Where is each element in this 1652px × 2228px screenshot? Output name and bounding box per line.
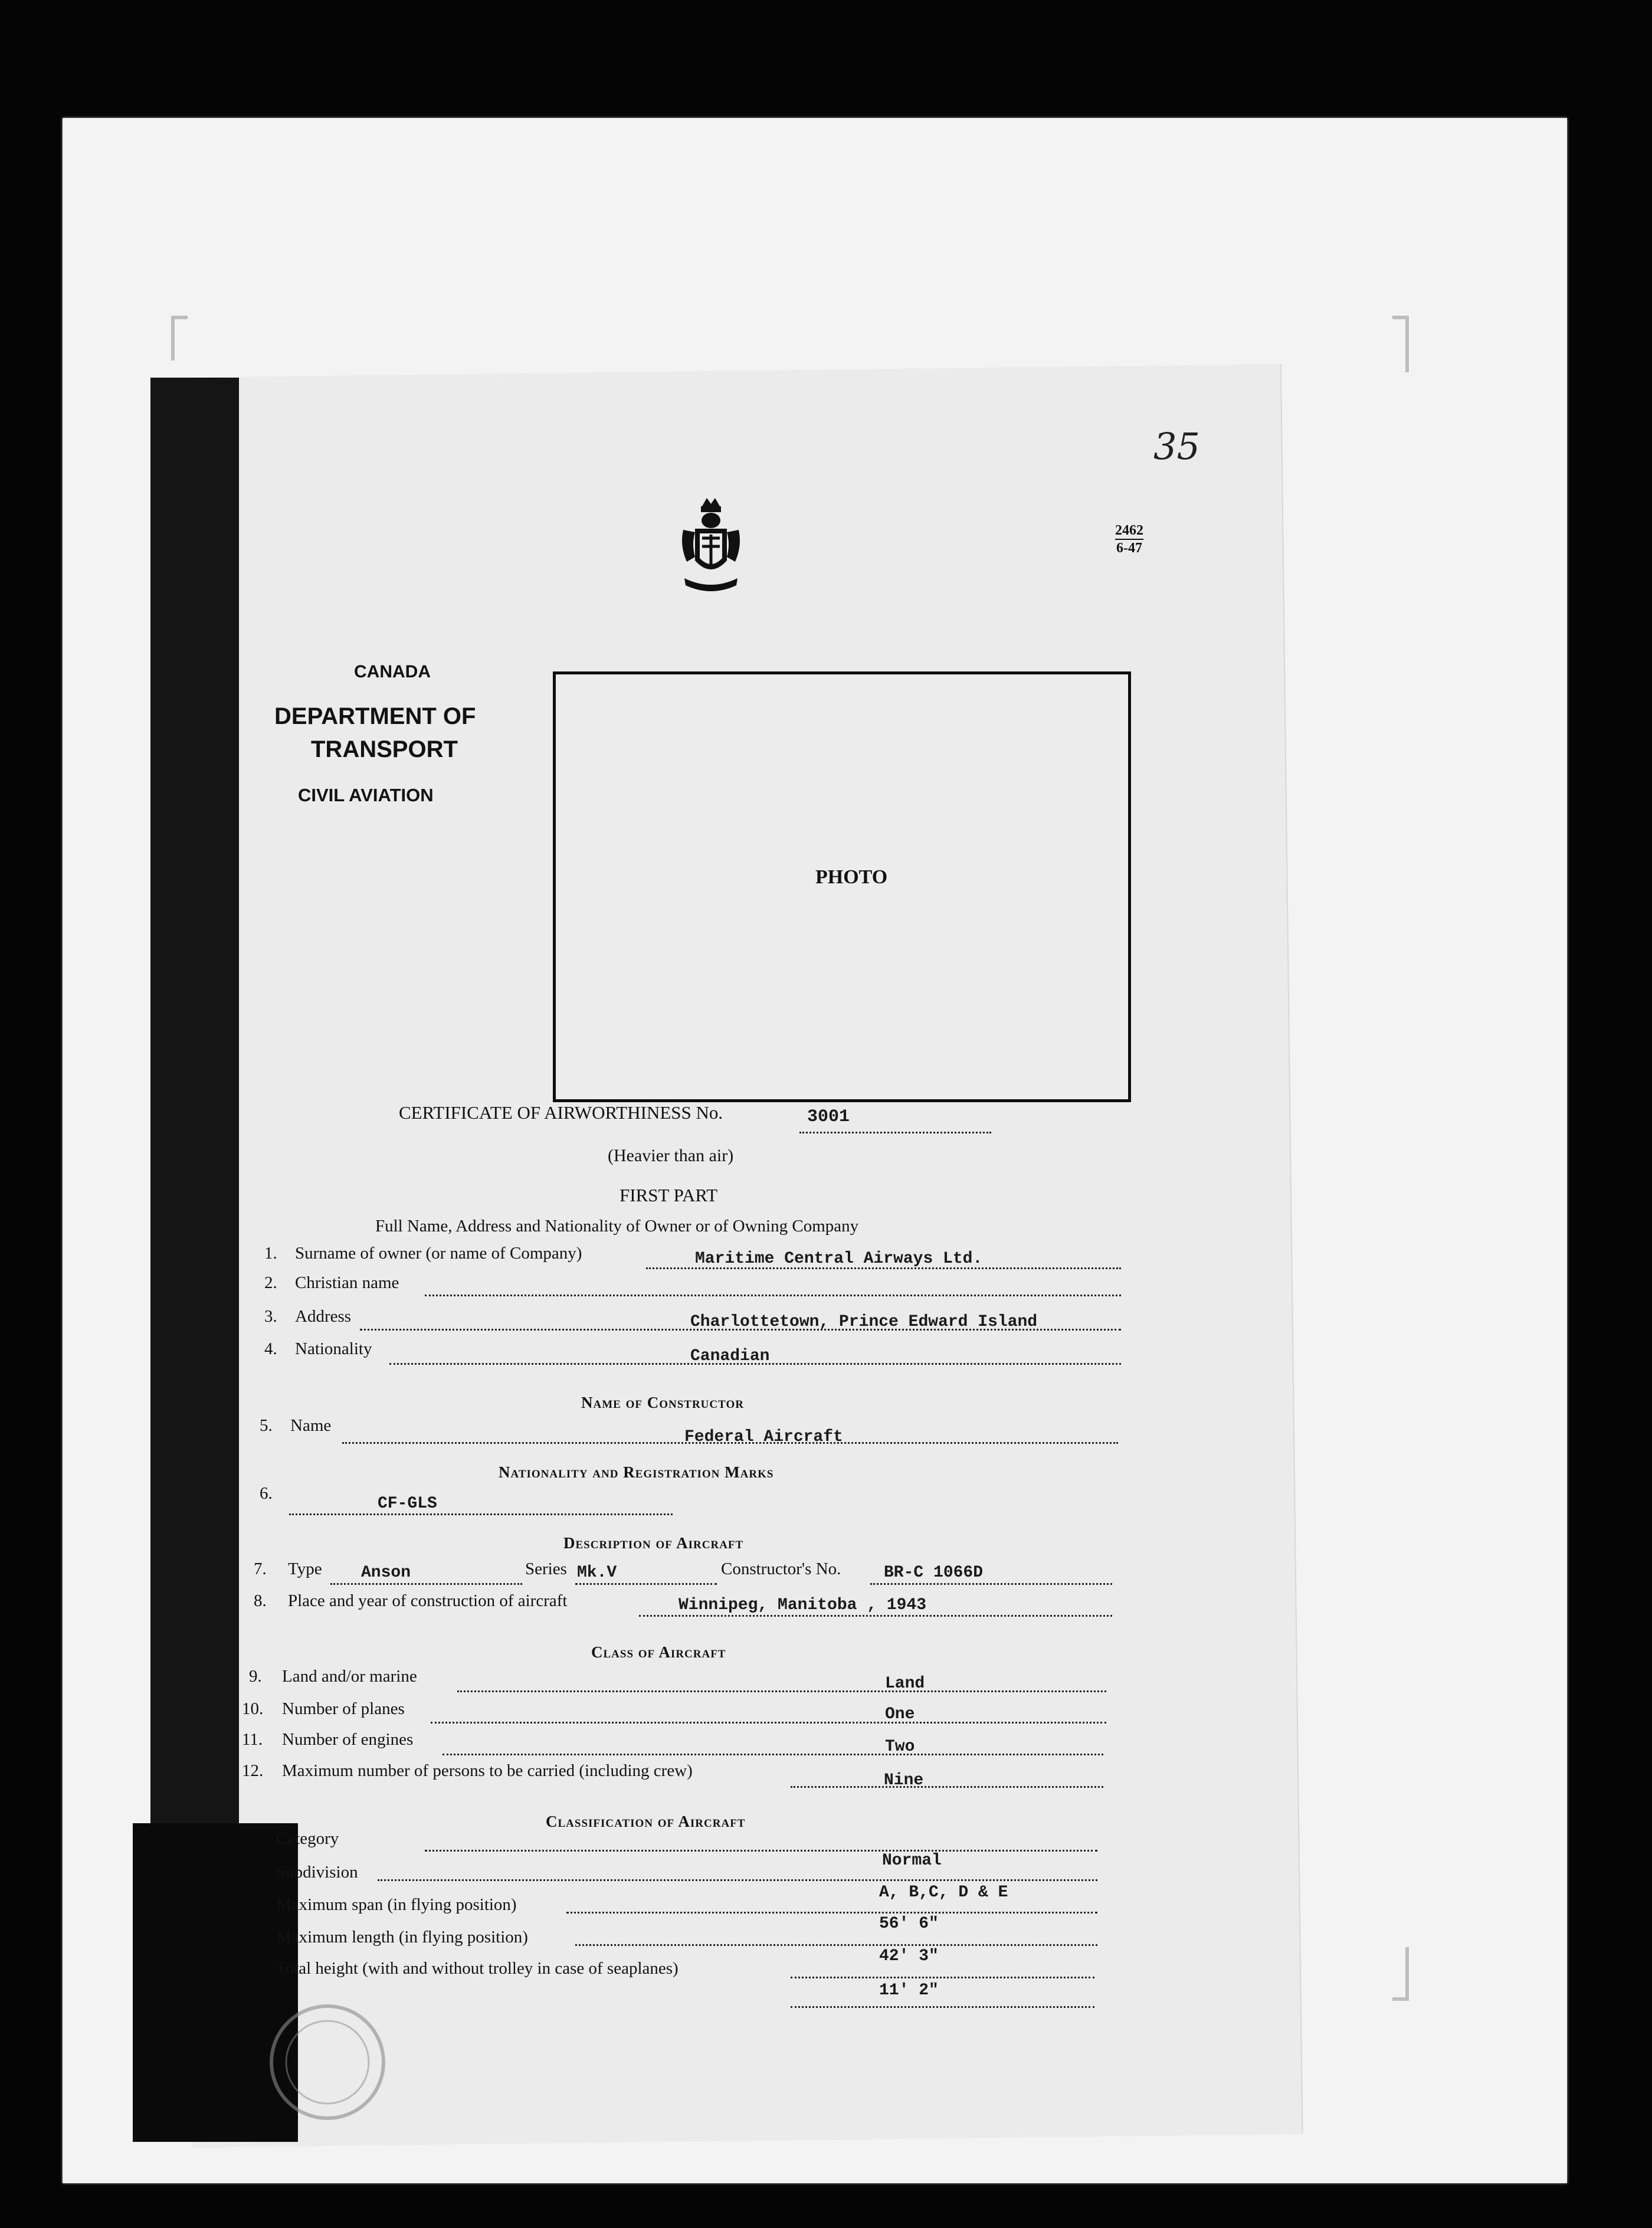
registration-value: CF-GLS [378, 1495, 437, 1513]
fill-line [639, 1615, 1112, 1617]
construction-place-value: Winnipeg, Manitoba , 1943 [678, 1596, 927, 1614]
field-label: Total height (with and without trolley in case of seaplanes) [276, 1959, 678, 1978]
folio-number: 35 [1153, 425, 1200, 468]
fill-line [566, 1912, 1097, 1914]
fill-line [442, 1754, 1103, 1755]
description-heading: Description of Aircraft [563, 1534, 744, 1552]
fill-line [870, 1583, 1112, 1585]
classification-heading: Classification of Aircraft [546, 1813, 746, 1830]
header-department-line2: TRANSPORT [311, 736, 458, 762]
field-number: 10. [242, 1699, 264, 1718]
field-number: 3. [264, 1307, 277, 1326]
class-heading: Class of Aircraft [591, 1643, 726, 1661]
persons-value: Nine [884, 1771, 924, 1790]
coat-of-arms-icon [678, 496, 743, 599]
field-label: Surname of owner (or name of Company) [295, 1244, 582, 1263]
form-number [1115, 522, 1143, 556]
length-value: 56' 6" [879, 1915, 939, 1933]
field-label: Christian name [295, 1273, 399, 1292]
certificate-part: FIRST PART [620, 1185, 718, 1205]
fill-line [791, 1786, 1103, 1788]
field-label: Nationality [295, 1339, 372, 1358]
extra-value: 11' 2" [879, 1981, 939, 2000]
engines-value: Two [885, 1738, 915, 1756]
land-marine-value: Land [885, 1675, 925, 1693]
field-label: Maximum number of persons to be carried (including crew) [282, 1761, 693, 1780]
header-country: CANADA [354, 662, 431, 681]
field-number: 8. [254, 1591, 267, 1610]
planes-value: One [885, 1705, 915, 1724]
field-label: Land and/or marine [282, 1667, 417, 1686]
nationality-value: Canadian [690, 1347, 770, 1365]
fill-line [425, 1295, 1121, 1296]
constructor-no-value: BR-C 1066D [884, 1564, 984, 1582]
fill-line [791, 2006, 1094, 2008]
fill-line [425, 1850, 1097, 1852]
series-label: Series [525, 1559, 567, 1578]
field-label: Name [290, 1416, 332, 1435]
form-number-id: 2462 [1115, 522, 1143, 540]
field-label: Number of planes [282, 1699, 405, 1718]
stamp-icon [233, 1994, 410, 2130]
fill-line [330, 1583, 522, 1585]
field-label: Address [295, 1307, 352, 1326]
owner-heading: Full Name, Address and Nationality of Owner or of Owning Company [375, 1217, 859, 1236]
type-label: Type [288, 1559, 322, 1578]
crop-mark-bottom-right [1392, 1947, 1409, 2001]
photo-label: PHOTO [815, 866, 888, 888]
certificate-subtitle: (Heavier than air) [608, 1146, 734, 1165]
field-number: 11. [242, 1730, 263, 1749]
header-department-line1: DEPARTMENT OF [274, 703, 476, 729]
fill-line [457, 1690, 1106, 1692]
field-label: Number of engines [282, 1730, 414, 1749]
fill-line [289, 1513, 673, 1515]
certificate-number-line [799, 1132, 991, 1133]
owner-name-value: Maritime Central Airways Ltd. [695, 1250, 983, 1268]
subdivision-value: Normal [882, 1852, 942, 1870]
field-label: Subdivision [276, 1863, 358, 1882]
type-value: Anson [361, 1564, 411, 1582]
field-number: 4. [264, 1339, 277, 1358]
header-branch: CIVIL AVIATION [298, 785, 434, 805]
field-number: 6. [260, 1484, 273, 1503]
fill-line [791, 1977, 1094, 1978]
address-value: Charlottetown, Prince Edward Island [690, 1313, 1038, 1331]
field-label: Category [276, 1829, 339, 1848]
span-value: A, B,C, D & E [879, 1883, 1008, 1902]
certificate-number: 3001 [807, 1107, 850, 1127]
crop-mark-top-left [171, 316, 188, 361]
constructor-value: Federal Aircraft [684, 1428, 843, 1446]
registration-heading: Nationality and Registration Marks [499, 1463, 774, 1481]
fill-line [575, 1944, 1097, 1946]
crop-mark-top-right [1392, 316, 1409, 372]
fill-line [378, 1879, 1097, 1881]
constructor-no-label: Constructor's No. [721, 1559, 841, 1578]
field-number: 2. [264, 1273, 277, 1292]
field-number: 1. [264, 1244, 277, 1263]
field-label: Maximum length (in flying position) [276, 1928, 528, 1947]
field-label: Place and year of construction of aircraft [288, 1591, 568, 1610]
height-value: 42' 3" [879, 1947, 939, 1965]
field-number: 7. [254, 1559, 267, 1578]
constructor-heading: Name of Constructor [581, 1394, 744, 1411]
field-number: 5. [260, 1416, 273, 1435]
form-number-date: 6-47 [1116, 540, 1142, 556]
field-number: 12. [242, 1761, 264, 1780]
fill-line [431, 1722, 1106, 1724]
series-value: Mk.V [577, 1564, 617, 1582]
certificate-title: CERTIFICATE OF AIRWORTHINESS No. [399, 1102, 723, 1123]
fill-line [575, 1583, 717, 1585]
field-label: Maximum span (in flying position) [276, 1895, 517, 1914]
field-number: 9. [249, 1667, 262, 1686]
